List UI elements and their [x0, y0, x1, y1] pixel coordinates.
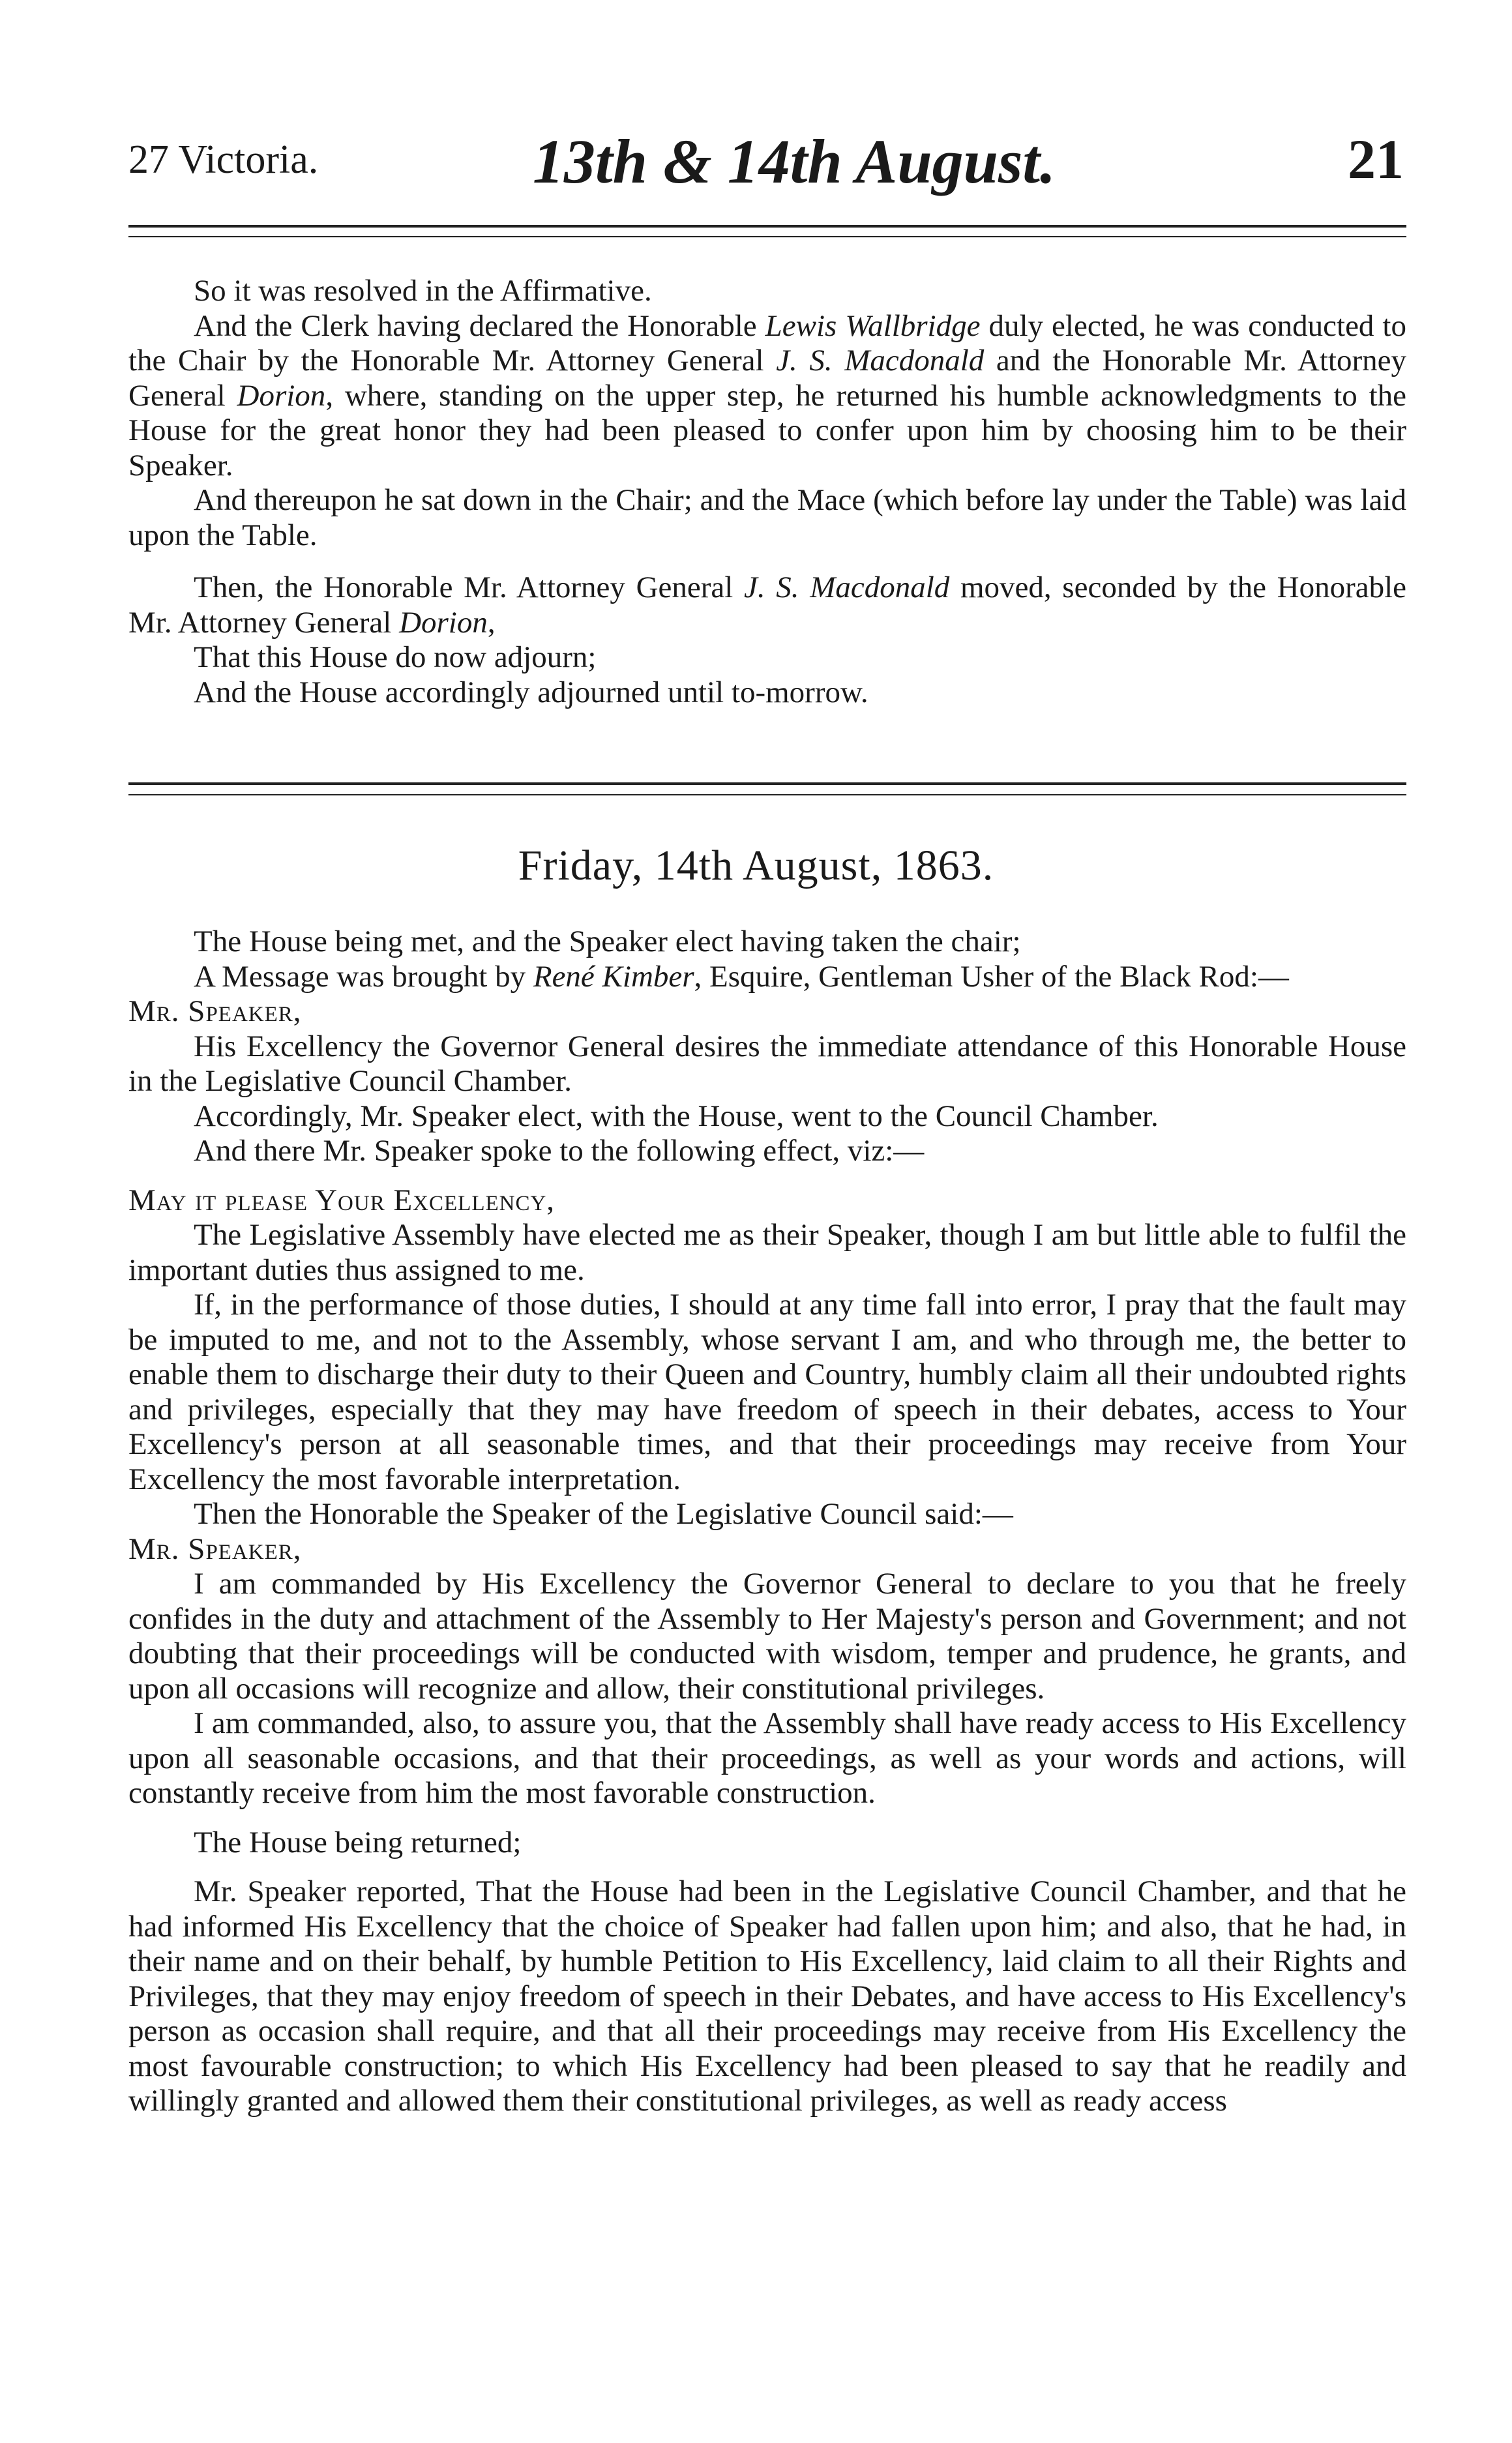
usher-name: René Kimber	[533, 959, 694, 994]
house-met-paragraph: The House being met, and the Speaker elect having taken the chair;	[194, 925, 1021, 958]
privileges-paragraph: If, in the performance of those duties, I should at any time fall into error, I pray that the fault may be imputed to me, and not to the Assembly, whose servant I am, and who through me, the better to enable them to discharge their duty to their Queen and Country, humbly claim all their undoubted rights and privileges, especially that they may have freedom of speech in their debates, access to Your Excellency's person at all seasonable times, and that their proceedings may receive from Your Excellency the most favorable interpretation.	[128, 1288, 1406, 1496]
section-rule-top	[128, 782, 1406, 785]
member-name: Dorion	[237, 378, 326, 413]
date-heading: Friday, 14th August, 1863.	[518, 842, 994, 889]
council-chamber-paragraph: Accordingly, Mr. Speaker elect, with the House, went to the Council Chamber.	[194, 1099, 1159, 1133]
member-name: Dorion	[399, 605, 488, 640]
mace-paragraph: And thereupon he sat down in the Chair; and the Mace (which before lay under the Table) was laid upon the Table.	[128, 483, 1406, 552]
governor-reply-paragraph: I am commanded by His Excellency the Governor General to declare to you that he freely confides in the duty and attachment of the Assembly to Her Majesty's person and Government; and not doubting that their proceedings will be conducted with wisdom, temper and prudence, he grants, and upon all occasions will recognize and allow, their constitutional privileges.	[128, 1567, 1406, 1706]
spacer	[128, 1811, 1406, 1826]
section-rule-bottom	[128, 794, 1406, 795]
speech-intro-paragraph: And there Mr. Speaker spoke to the following effect, viz:—	[194, 1134, 925, 1168]
salutation: Mr. Speaker,	[128, 994, 302, 1028]
council-speaker-intro: Then the Honorable the Speaker of the Legislative Council said:—	[194, 1497, 1013, 1531]
motion-text: That this House do now adjourn;	[194, 640, 597, 674]
header-rule-bottom	[128, 236, 1406, 237]
spacer	[128, 1860, 1406, 1874]
access-assurance-paragraph: I am commanded, also, to assure you, that the Assembly shall have ready access to His Excellency upon all seasonable occasions, and that their proceedings, as well as your words and actions, will constantly receive from him the most favorable construction.	[128, 1706, 1406, 1810]
header-dates: 13th & 14th August.	[533, 126, 1056, 196]
speaker-speech-paragraph: The Legislative Assembly have elected me as their Speaker, though I am but little able to fulfil the important duties thus assigned to me.	[128, 1218, 1406, 1287]
resolution-paragraph: So it was resolved in the Affirmative.	[194, 274, 652, 308]
spacer	[128, 553, 1406, 570]
regnal-year: 27 Victoria.	[128, 138, 319, 182]
proceedings-13th-august	[128, 274, 1406, 710]
header-rule-top	[128, 225, 1406, 228]
motion-paragraph: Then, the Honorable Mr. Attorney General J. S. Macdonald moved, seconded by the Honorable Mr. Attorney General Dorion,	[128, 570, 1406, 640]
running-header	[128, 125, 1404, 203]
spacer	[128, 1169, 1406, 1183]
message-paragraph: A Message was brought by René Kimber, Esquire, Gentleman Usher of the Black Rod:—	[194, 959, 1289, 994]
speaker-elected-paragraph: And the Clerk having declared the Honorable Lewis Wallbridge duly elected, he was conducted to the Chair by the Honorable Mr. Attorney General J. S. Macdonald and the Honorable Mr. Attorney General Dorion, where, standing on the upper step, he returned his humble acknowledgments to the House for the great honor they had been pleased to confer upon him by choosing him to be their Speaker.	[128, 308, 1406, 482]
page-number: 21	[1348, 128, 1404, 190]
speaker-report-paragraph: Mr. Speaker reported, That the House had been in the Legislative Council Chamber, and that he had informed His Excellency that the choice of Speaker had fallen upon him; and also, that he had, in their name and on their behalf, by humble Petition to His Excellency, laid claim to all their Rights and Privileges, that they may enjoy freedom of speech in their Debates, and have access to His Excellency's person as occasion shall require, and that all their proceedings may receive from His Excellency the most favourable construction; to which His Excellency had been pleased to say that he readily and willingly granted and allowed them their constitutional privileges, as well as ready access	[128, 1874, 1406, 2118]
adjournment-paragraph: And the House accordingly adjourned until to-morrow.	[194, 675, 868, 709]
proceedings-14th-august	[128, 925, 1406, 2119]
address-salutation: May it please Your Excellency,	[128, 1183, 556, 1217]
house-returned-paragraph: The House being returned;	[194, 1825, 522, 1859]
reply-salutation: Mr. Speaker,	[128, 1532, 302, 1566]
member-name: J. S. Macdonald	[776, 344, 985, 378]
member-name: J. S. Macdonald	[743, 570, 950, 604]
member-name: Lewis Wallbridge	[765, 308, 981, 343]
message-text: His Excellency the Governor General desires the immediate attendance of this Honorable House in the Legislative Council Chamber.	[128, 1029, 1406, 1098]
